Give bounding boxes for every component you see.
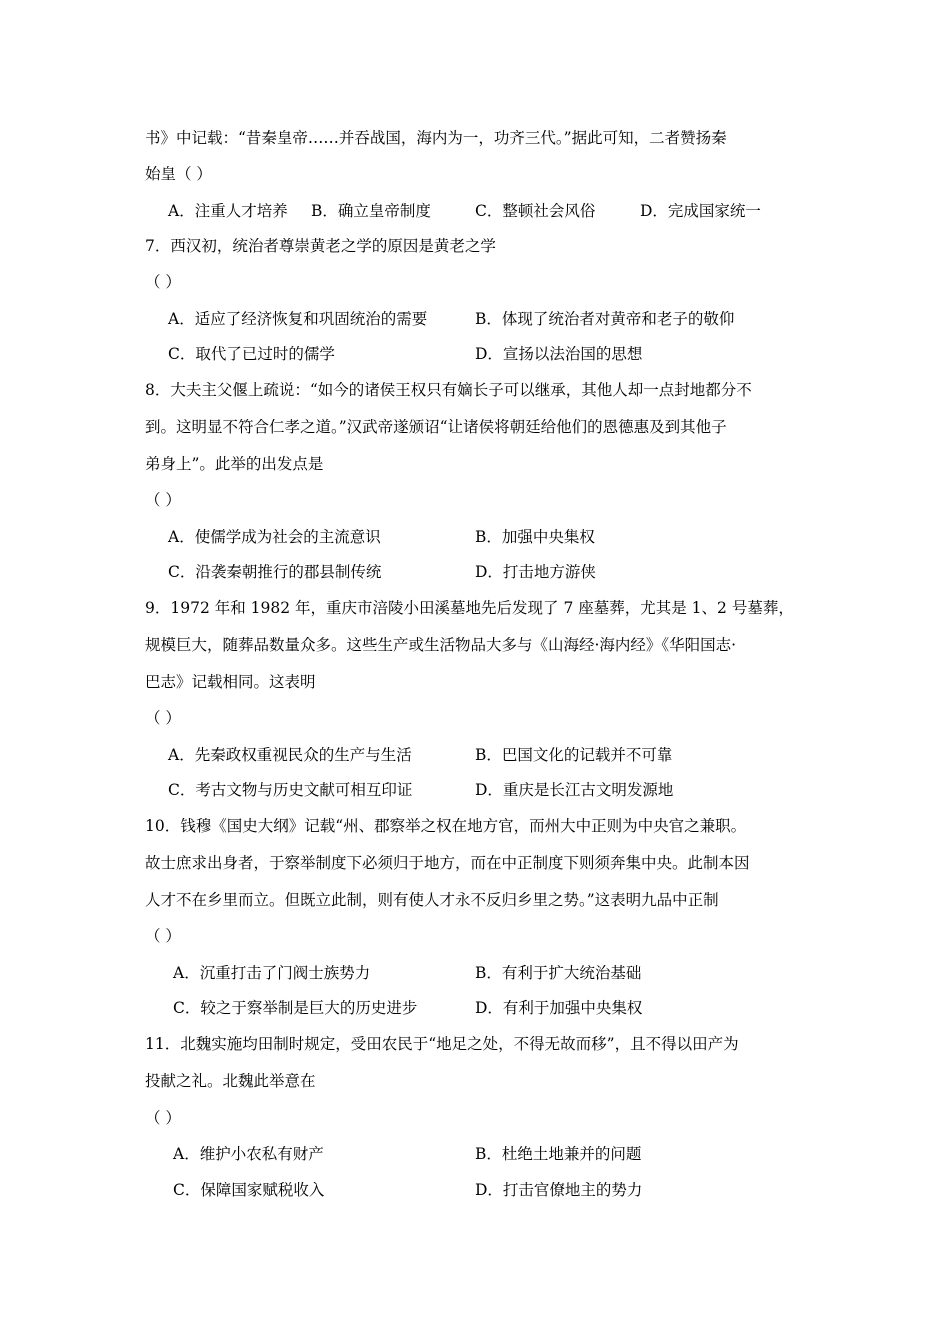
q9-option-c[interactable]: C．考古文物与历史文献可相互印证 [168, 781, 413, 799]
q6-stem-line-2: 始皇（ ） [145, 165, 212, 183]
q10-option-a[interactable]: A．沉重打击了门阀士族势力 [173, 964, 371, 982]
q10-option-b[interactable]: B．有利于扩大统治基础 [475, 964, 642, 982]
q7-option-d[interactable]: D．宣扬以法治国的思想 [475, 345, 643, 363]
q7-option-a[interactable]: A．适应了经济恢复和巩固统治的需要 [168, 310, 428, 328]
q8-stem-line-2: 到。这明显不符合仁孝之道。”汉武帝遂颁诏“让诸侯将朝廷给他们的恩德惠及到其他子 [145, 418, 727, 436]
q11-stem-line-1: 11．北魏实施均田制时规定，受田农民于“地足之处，不得无故而移”，且不得以田产为 [145, 1035, 739, 1053]
q10-stem-line-3: 人才不在乡里而立。但既立此制，则有使人才永不反归乡里之势。”这表明九品中正制 [145, 891, 719, 909]
q6-stem-line-1: 书》中记载：“昔秦皇帝……并吞战国，海内为一，功齐三代。”据此可知，二者赞扬秦 [145, 129, 727, 147]
q7-option-c[interactable]: C．取代了已过时的儒学 [168, 345, 335, 363]
q6-option-d[interactable]: D．完成国家统一 [640, 202, 761, 220]
q10-stem-line-2: 故士庶求出身者，于察举制度下必须归于地方，而在中正制度下则须奔集中央。此制本因 [145, 854, 750, 872]
q11-option-a[interactable]: A．维护小农私有财产 [173, 1145, 324, 1163]
q6-option-b[interactable]: B．确立皇帝制度 [311, 202, 431, 220]
q9-option-a[interactable]: A．先秦政权重视民众的生产与生活 [168, 746, 412, 764]
q7-option-b[interactable]: B．体现了统治者对黄帝和老子的敬仰 [475, 310, 735, 328]
q11-option-d[interactable]: D．打击官僚地主的势力 [475, 1181, 643, 1199]
q11-answer-paren: （ ） [145, 1109, 181, 1127]
q10-stem-line-1: 10．钱穆《国史大纲》记载“州、郡察举之权在地方官，而州大中正则为中央官之兼职。 [145, 817, 747, 835]
q6-option-c[interactable]: C．整顿社会风俗 [475, 202, 596, 220]
q9-stem-line-1: 9．1972 年和 1982 年，重庆市涪陵小田溪墓地先后发现了 7 座墓葬，尤其是 1、2 号墓葬， [145, 599, 794, 617]
q8-option-b[interactable]: B．加强中央集权 [475, 528, 595, 546]
q10-option-d[interactable]: D．有利于加强中央集权 [475, 999, 643, 1017]
q11-stem-line-2: 投献之礼。北魏此举意在 [145, 1072, 316, 1090]
q8-option-d[interactable]: D．打击地方游侠 [475, 563, 596, 581]
q7-stem-line-1: 7．西汉初，统治者尊崇黄老之学的原因是黄老之学 [145, 237, 496, 255]
q11-option-c[interactable]: C．保障国家赋税收入 [173, 1181, 325, 1199]
q8-stem-line-3: 弟身上”。此举的出发点是 [145, 455, 324, 473]
q9-stem-line-2: 规模巨大，随葬品数量众多。这些生产或生活物品大多与《山海经·海内经》《华阳国志· [145, 636, 737, 654]
q7-answer-paren: （ ） [145, 273, 181, 291]
q9-stem-line-3: 巴志》记载相同。这表明 [145, 673, 316, 691]
q11-option-b[interactable]: B．杜绝土地兼并的问题 [475, 1145, 642, 1163]
q10-option-c[interactable]: C．较之于察举制是巨大的历史进步 [173, 999, 418, 1017]
q8-stem-line-1: 8．大夫主父偃上疏说：“如今的诸侯王权只有嫡长子可以继承，其他人却一点封地都分不 [145, 381, 752, 399]
q6-option-a[interactable]: A．注重人才培养 [168, 202, 288, 220]
q8-answer-paren: （ ） [145, 491, 181, 509]
q9-option-b[interactable]: B．巴国文化的记载并不可靠 [475, 746, 673, 764]
q8-option-a[interactable]: A．使儒学成为社会的主流意识 [168, 528, 381, 546]
q10-answer-paren: （ ） [145, 927, 181, 945]
q8-option-c[interactable]: C．沿袭秦朝推行的郡县制传统 [168, 563, 382, 581]
q9-answer-paren: （ ） [145, 709, 181, 727]
q9-option-d[interactable]: D．重庆是长江古文明发源地 [475, 781, 674, 799]
